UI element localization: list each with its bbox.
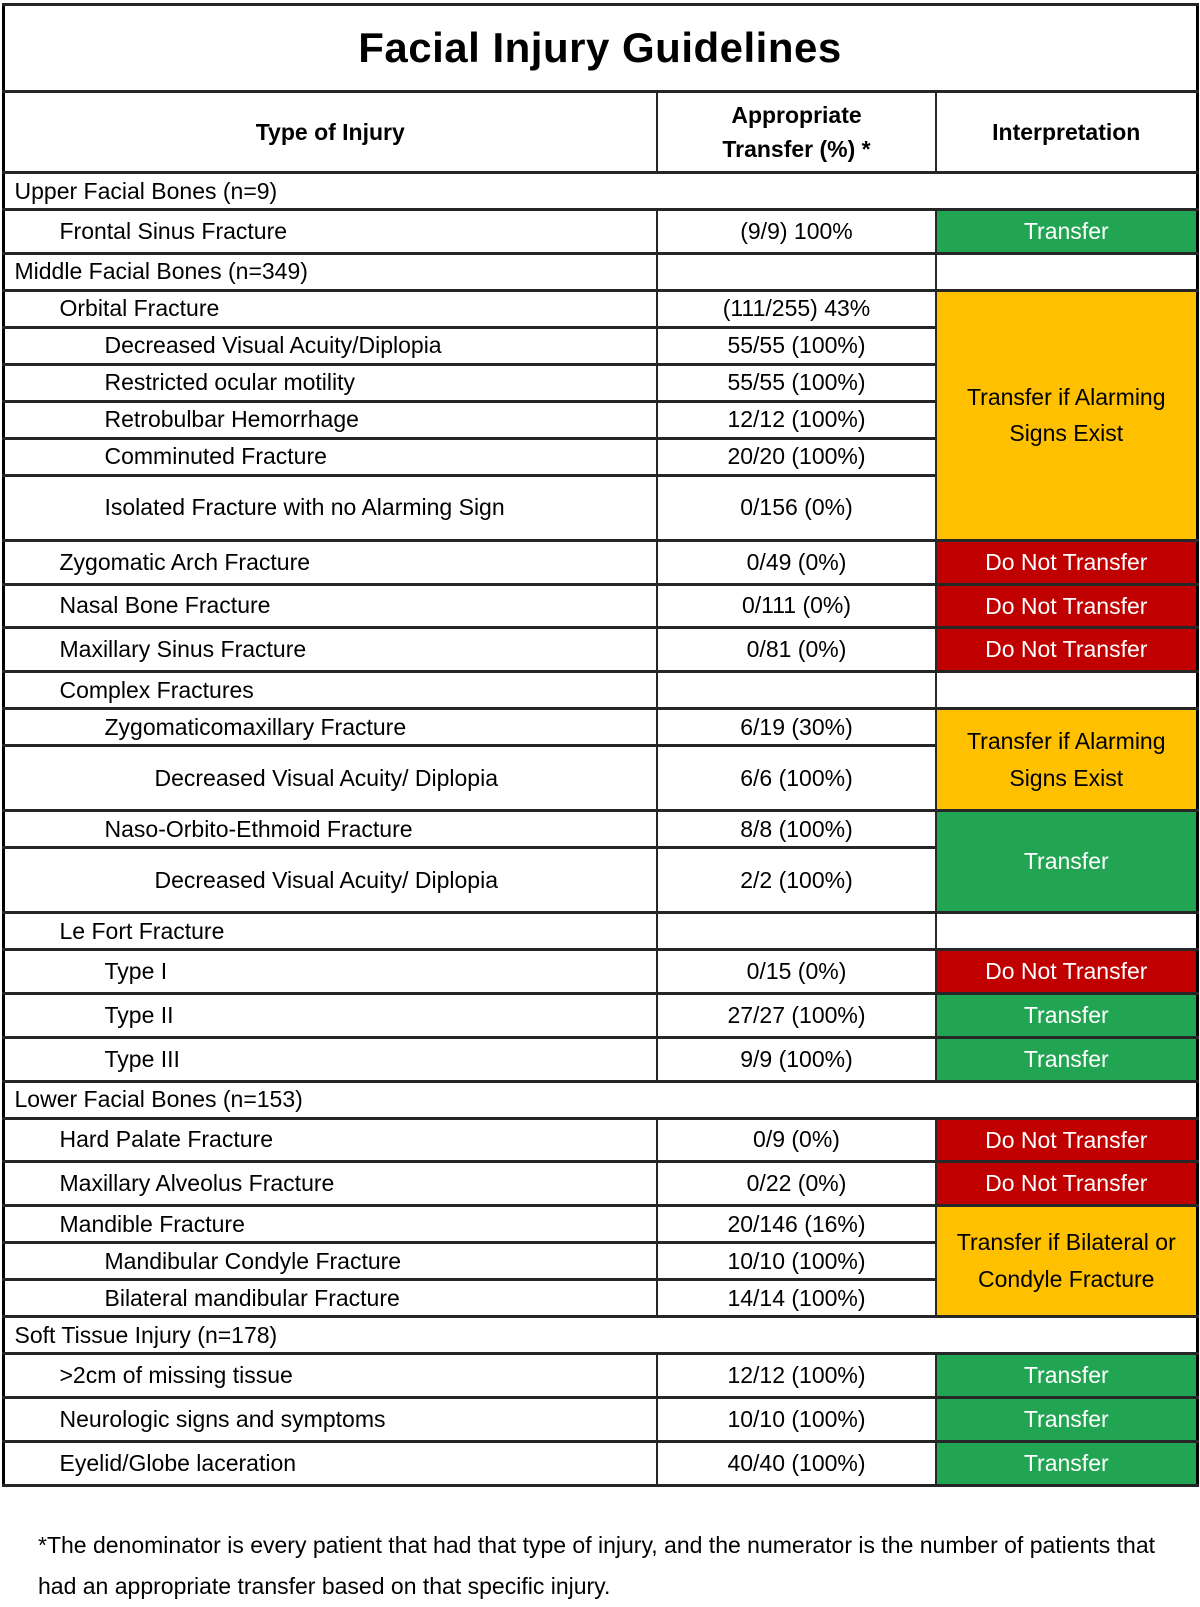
table-row <box>3 584 1197 628</box>
interpretation-empty <box>936 253 1197 290</box>
injury-label: Zygomatic Arch Fracture <box>3 540 657 584</box>
injury-label: Neurologic signs and symptoms <box>3 1397 657 1441</box>
facial-injury-guidelines-table <box>2 3 1199 1487</box>
transfer-value: 10/10 (100%) <box>657 1397 936 1441</box>
section-row <box>3 173 1197 210</box>
table-row <box>3 672 1197 709</box>
injury-label: Decreased Visual Acuity/Diplopia <box>3 327 657 364</box>
column-header-interpretation: Interpretation <box>936 92 1197 173</box>
interpretation-transfer: Transfer <box>936 1037 1197 1081</box>
injury-label: Decreased Visual Acuity/ Diplopia <box>3 848 657 913</box>
table-row <box>3 253 1197 290</box>
column-header-type-of-injury: Type of Injury <box>3 92 657 173</box>
injury-label: Maxillary Sinus Fracture <box>3 628 657 672</box>
injury-label: Type I <box>3 950 657 994</box>
transfer-value: 6/6 (100%) <box>657 746 936 811</box>
table-row <box>3 1441 1197 1485</box>
injury-label: Mandible Fracture <box>3 1206 657 1243</box>
table-row <box>3 950 1197 994</box>
transfer-value: (111/255) 43% <box>657 290 936 327</box>
interpretation-do-not-transfer: Do Not Transfer <box>936 950 1197 994</box>
transfer-value: 8/8 (100%) <box>657 811 936 848</box>
table-row <box>3 628 1197 672</box>
table-row <box>3 540 1197 584</box>
injury-label: Nasal Bone Fracture <box>3 584 657 628</box>
table-row <box>3 210 1197 254</box>
injury-label: >2cm of missing tissue <box>3 1354 657 1398</box>
title-row <box>3 5 1197 92</box>
transfer-value: 0/15 (0%) <box>657 950 936 994</box>
table-row <box>3 1162 1197 1206</box>
interpretation-transfer: Transfer <box>936 1354 1197 1398</box>
table-row <box>3 1354 1197 1398</box>
page-title: Facial Injury Guidelines <box>3 5 1197 92</box>
table-row <box>3 290 1197 327</box>
interpretation-transfer: Transfer <box>936 1397 1197 1441</box>
interpretation-conditional-transfer: Transfer if Alarming Signs Exist <box>936 290 1197 540</box>
transfer-value: 55/55 (100%) <box>657 327 936 364</box>
transfer-value: 0/9 (0%) <box>657 1118 936 1162</box>
section-label: Upper Facial Bones (n=9) <box>3 173 1197 210</box>
transfer-value: 0/22 (0%) <box>657 1162 936 1206</box>
column-header-appropriate-transfer <box>657 92 936 173</box>
table-row <box>3 709 1197 746</box>
injury-label: Mandibular Condyle Fracture <box>3 1243 657 1280</box>
section-label: Lower Facial Bones (n=153) <box>3 1081 1197 1118</box>
section-label: Soft Tissue Injury (n=178) <box>3 1317 1197 1354</box>
injury-label: Type II <box>3 993 657 1037</box>
injury-label: Maxillary Alveolus Fracture <box>3 1162 657 1206</box>
table-body <box>3 173 1197 1486</box>
transfer-value: 20/20 (100%) <box>657 438 936 475</box>
transfer-value: (9/9) 100% <box>657 210 936 254</box>
transfer-value: 6/19 (30%) <box>657 709 936 746</box>
injury-label: Complex Fractures <box>3 672 657 709</box>
column-header-row <box>3 92 1197 173</box>
interpretation-conditional-transfer: Transfer if Bilateral or Condyle Fracture <box>936 1206 1197 1317</box>
transfer-value: 40/40 (100%) <box>657 1441 936 1485</box>
transfer-value: 0/111 (0%) <box>657 584 936 628</box>
transfer-value: 12/12 (100%) <box>657 401 936 438</box>
table-row <box>3 1397 1197 1441</box>
interpretation-do-not-transfer: Do Not Transfer <box>936 584 1197 628</box>
section-row <box>3 1317 1197 1354</box>
injury-label: Type III <box>3 1037 657 1081</box>
table-row <box>3 1118 1197 1162</box>
transfer-value: 0/49 (0%) <box>657 540 936 584</box>
injury-label: Eyelid/Globe laceration <box>3 1441 657 1485</box>
injury-label: Retrobulbar Hemorrhage <box>3 401 657 438</box>
transfer-value: 14/14 (100%) <box>657 1280 936 1317</box>
injury-label: Bilateral mandibular Fracture <box>3 1280 657 1317</box>
injury-label: Decreased Visual Acuity/ Diplopia <box>3 746 657 811</box>
injury-label: Restricted ocular motility <box>3 364 657 401</box>
transfer-value: 0/81 (0%) <box>657 628 936 672</box>
injury-label: Frontal Sinus Fracture <box>3 210 657 254</box>
table-row <box>3 913 1197 950</box>
page <box>0 3 1200 1599</box>
interpretation-do-not-transfer: Do Not Transfer <box>936 1162 1197 1206</box>
injury-label: Zygomaticomaxillary Fracture <box>3 709 657 746</box>
interpretation-transfer: Transfer <box>936 1441 1197 1485</box>
injury-label: Middle Facial Bones (n=349) <box>3 253 657 290</box>
transfer-value: 55/55 (100%) <box>657 364 936 401</box>
interpretation-do-not-transfer: Do Not Transfer <box>936 540 1197 584</box>
interpretation-conditional-transfer: Transfer if Alarming Signs Exist <box>936 709 1197 811</box>
injury-label: Hard Palate Fracture <box>3 1118 657 1162</box>
transfer-value: 20/146 (16%) <box>657 1206 936 1243</box>
interpretation-do-not-transfer: Do Not Transfer <box>936 1118 1197 1162</box>
interpretation-do-not-transfer: Do Not Transfer <box>936 628 1197 672</box>
transfer-value: 2/2 (100%) <box>657 848 936 913</box>
interpretation-empty <box>936 913 1197 950</box>
injury-label: Naso-Orbito-Ethmoid Fracture <box>3 811 657 848</box>
injury-label: Orbital Fracture <box>3 290 657 327</box>
footnote: *The denominator is every patient that had that type of injury, and the numerator is the number of patients that had an appropriate transfer based on that specific injury. <box>38 1531 1156 1599</box>
table-row <box>3 811 1197 848</box>
transfer-value: 10/10 (100%) <box>657 1243 936 1280</box>
interpretation-transfer: Transfer <box>936 210 1197 254</box>
transfer-value: 27/27 (100%) <box>657 993 936 1037</box>
transfer-value <box>657 672 936 709</box>
table-row <box>3 1037 1197 1081</box>
section-row <box>3 1081 1197 1118</box>
injury-label: Comminuted Fracture <box>3 438 657 475</box>
injury-label: Isolated Fracture with no Alarming Sign <box>3 475 657 540</box>
transfer-value: 9/9 (100%) <box>657 1037 936 1081</box>
transfer-value: 0/156 (0%) <box>657 475 936 540</box>
transfer-value <box>657 913 936 950</box>
column-header-appropriate-transfer-label: Appropriate Transfer (%) * <box>722 101 871 162</box>
table-row <box>3 1206 1197 1243</box>
interpretation-transfer: Transfer <box>936 811 1197 913</box>
transfer-value: 12/12 (100%) <box>657 1354 936 1398</box>
transfer-value <box>657 253 936 290</box>
table-row <box>3 993 1197 1037</box>
interpretation-transfer: Transfer <box>936 993 1197 1037</box>
interpretation-empty <box>936 672 1197 709</box>
injury-label: Le Fort Fracture <box>3 913 657 950</box>
